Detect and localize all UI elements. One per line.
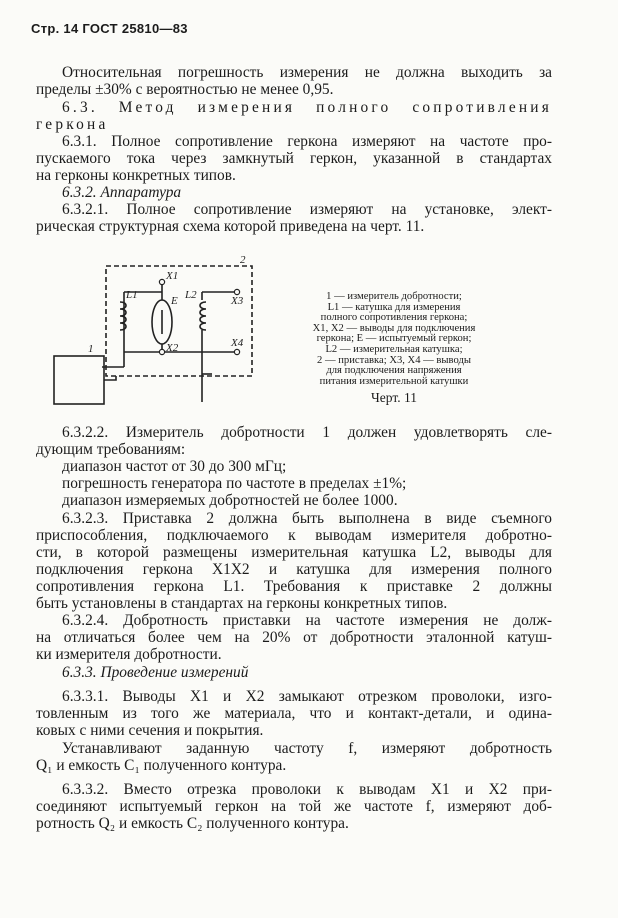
text-line: дующим требованиям: (36, 441, 186, 458)
text-line: 6.3.2. Аппаратура (62, 184, 182, 201)
text-line: подключения геркона X1X2 и катушка для измерения полного (36, 561, 552, 578)
text-line: пускаемого тока через замкнутый геркон, указанной в стандартах (36, 150, 552, 167)
legend-line: полного сопротивления геркона; (320, 312, 468, 324)
text-line: 6.3.2.1. Полное сопротивление измеряют на установке, элект- (62, 201, 552, 218)
text-line: погрешность генератора по частоте в пределах ±1%; (62, 475, 407, 492)
label-X3: X3 (231, 295, 244, 307)
terminal-X2 (159, 349, 164, 354)
meter-box (54, 356, 104, 404)
legend-line: L1 — катушка для измерения (327, 301, 461, 313)
text-line: 6.3.3. Проведение измерений (62, 664, 249, 681)
text-line: приспособления, подключаемого к выводам измерителя добротно- (36, 527, 552, 544)
legend-line: 1 — измеритель добротности; (326, 291, 462, 302)
text-line: диапазон частот от 30 до 300 мГц; (62, 458, 287, 475)
circuit-diagram (40, 252, 270, 412)
text-line: ротность Q₂ и емкость C₂ полученного контура. (36, 815, 349, 832)
legend-line: геркона; E — испытуемый геркон; (316, 333, 472, 345)
text-line: 6.3.3.1. Выводы X1 и X2 замыкают отрезком проволоки, изго- (62, 688, 552, 705)
text-line: ки измерителя добротности. (36, 646, 222, 663)
legend-line: питания измерительной катушки (319, 375, 469, 387)
text-line: Относительная погрешность измерения не должна выходить за (62, 64, 552, 81)
figure-caption: Черт. 11 (371, 390, 417, 405)
terminal-X1 (159, 279, 164, 284)
text-line: сти, в которой размещены измерительная катушка L2, выводы для (36, 544, 552, 561)
page-header: Стр. 14 ГОСТ 25810—83 (31, 21, 188, 36)
label-2: 2 (240, 254, 246, 266)
legend-line: L2 — измерительная катушка; (325, 343, 463, 355)
text-line: 6.3.1. Полное сопротивление геркона измеряют на частоте про- (62, 133, 552, 150)
terminal-X3 (234, 289, 239, 294)
coil-L2 (200, 302, 206, 330)
attachment-box (106, 266, 252, 376)
legend-line: X1, X2 — выводы для подключения (312, 322, 476, 334)
label-X4: X4 (231, 337, 244, 349)
text-line: ковых с ними сечения и покрытия. (36, 722, 264, 739)
text-line: товленным из того же материала, что и контакт-детали, и одина- (36, 705, 552, 722)
terminal-X4 (234, 349, 239, 354)
text-line: рическая структурная схема которой приведена на черт. 11. (36, 218, 425, 235)
text-line: 6.3.3.2. Вместо отрезка проволоки к выводам X1 и X2 при- (62, 781, 552, 798)
text-line: быть установлены в стандартах на герконы конкретных типов. (36, 595, 448, 612)
coil-L1 (120, 302, 126, 330)
text-line: соединяют испытуемый геркон на той же частоте f, измеряют доб- (36, 798, 552, 815)
text-line: Q₁ и емкость C₁ полученного контура. (36, 757, 287, 774)
text-line: 6.3.2.4. Добротность приставки на частоте измерения не долж- (62, 612, 552, 629)
text-line: пределы ±30% с вероятностью не менее 0,95. (36, 81, 334, 98)
label-X1: X1 (166, 270, 179, 282)
label-E: E (171, 295, 178, 307)
text-line: сопротивления геркона L1. Требования к приставке 2 должны (36, 578, 552, 595)
text-line: диапазон измеряемых добротностей не более 1000. (62, 492, 398, 509)
text-line: 6.3.2.2. Измеритель добротности 1 должен удовлетворять сле- (62, 424, 552, 441)
label-L2: L2 (185, 289, 197, 301)
label-1: 1 (88, 343, 94, 355)
text-line: 6.3. Метод измерения полного сопротивления (62, 99, 552, 116)
label-X2: X2 (166, 342, 179, 354)
legend-line: для подключения напряжения (326, 365, 462, 377)
text-line: 6.3.2.3. Приставка 2 должна быть выполнена в виде съемного (62, 510, 552, 527)
label-L1: L1 (126, 289, 138, 301)
text-line: Устанавливают заданную частоту f, измеряют добротность (62, 740, 552, 757)
diagram-legend (288, 292, 500, 387)
legend-line: 2 — приставка; X3, X4 — выводы (317, 354, 471, 366)
text-line: на отличаться более чем на 20% от добротности эталонной катуш- (36, 629, 552, 646)
text-line: геркона (36, 116, 109, 133)
text-line: на герконы конкретных типов. (36, 167, 236, 184)
